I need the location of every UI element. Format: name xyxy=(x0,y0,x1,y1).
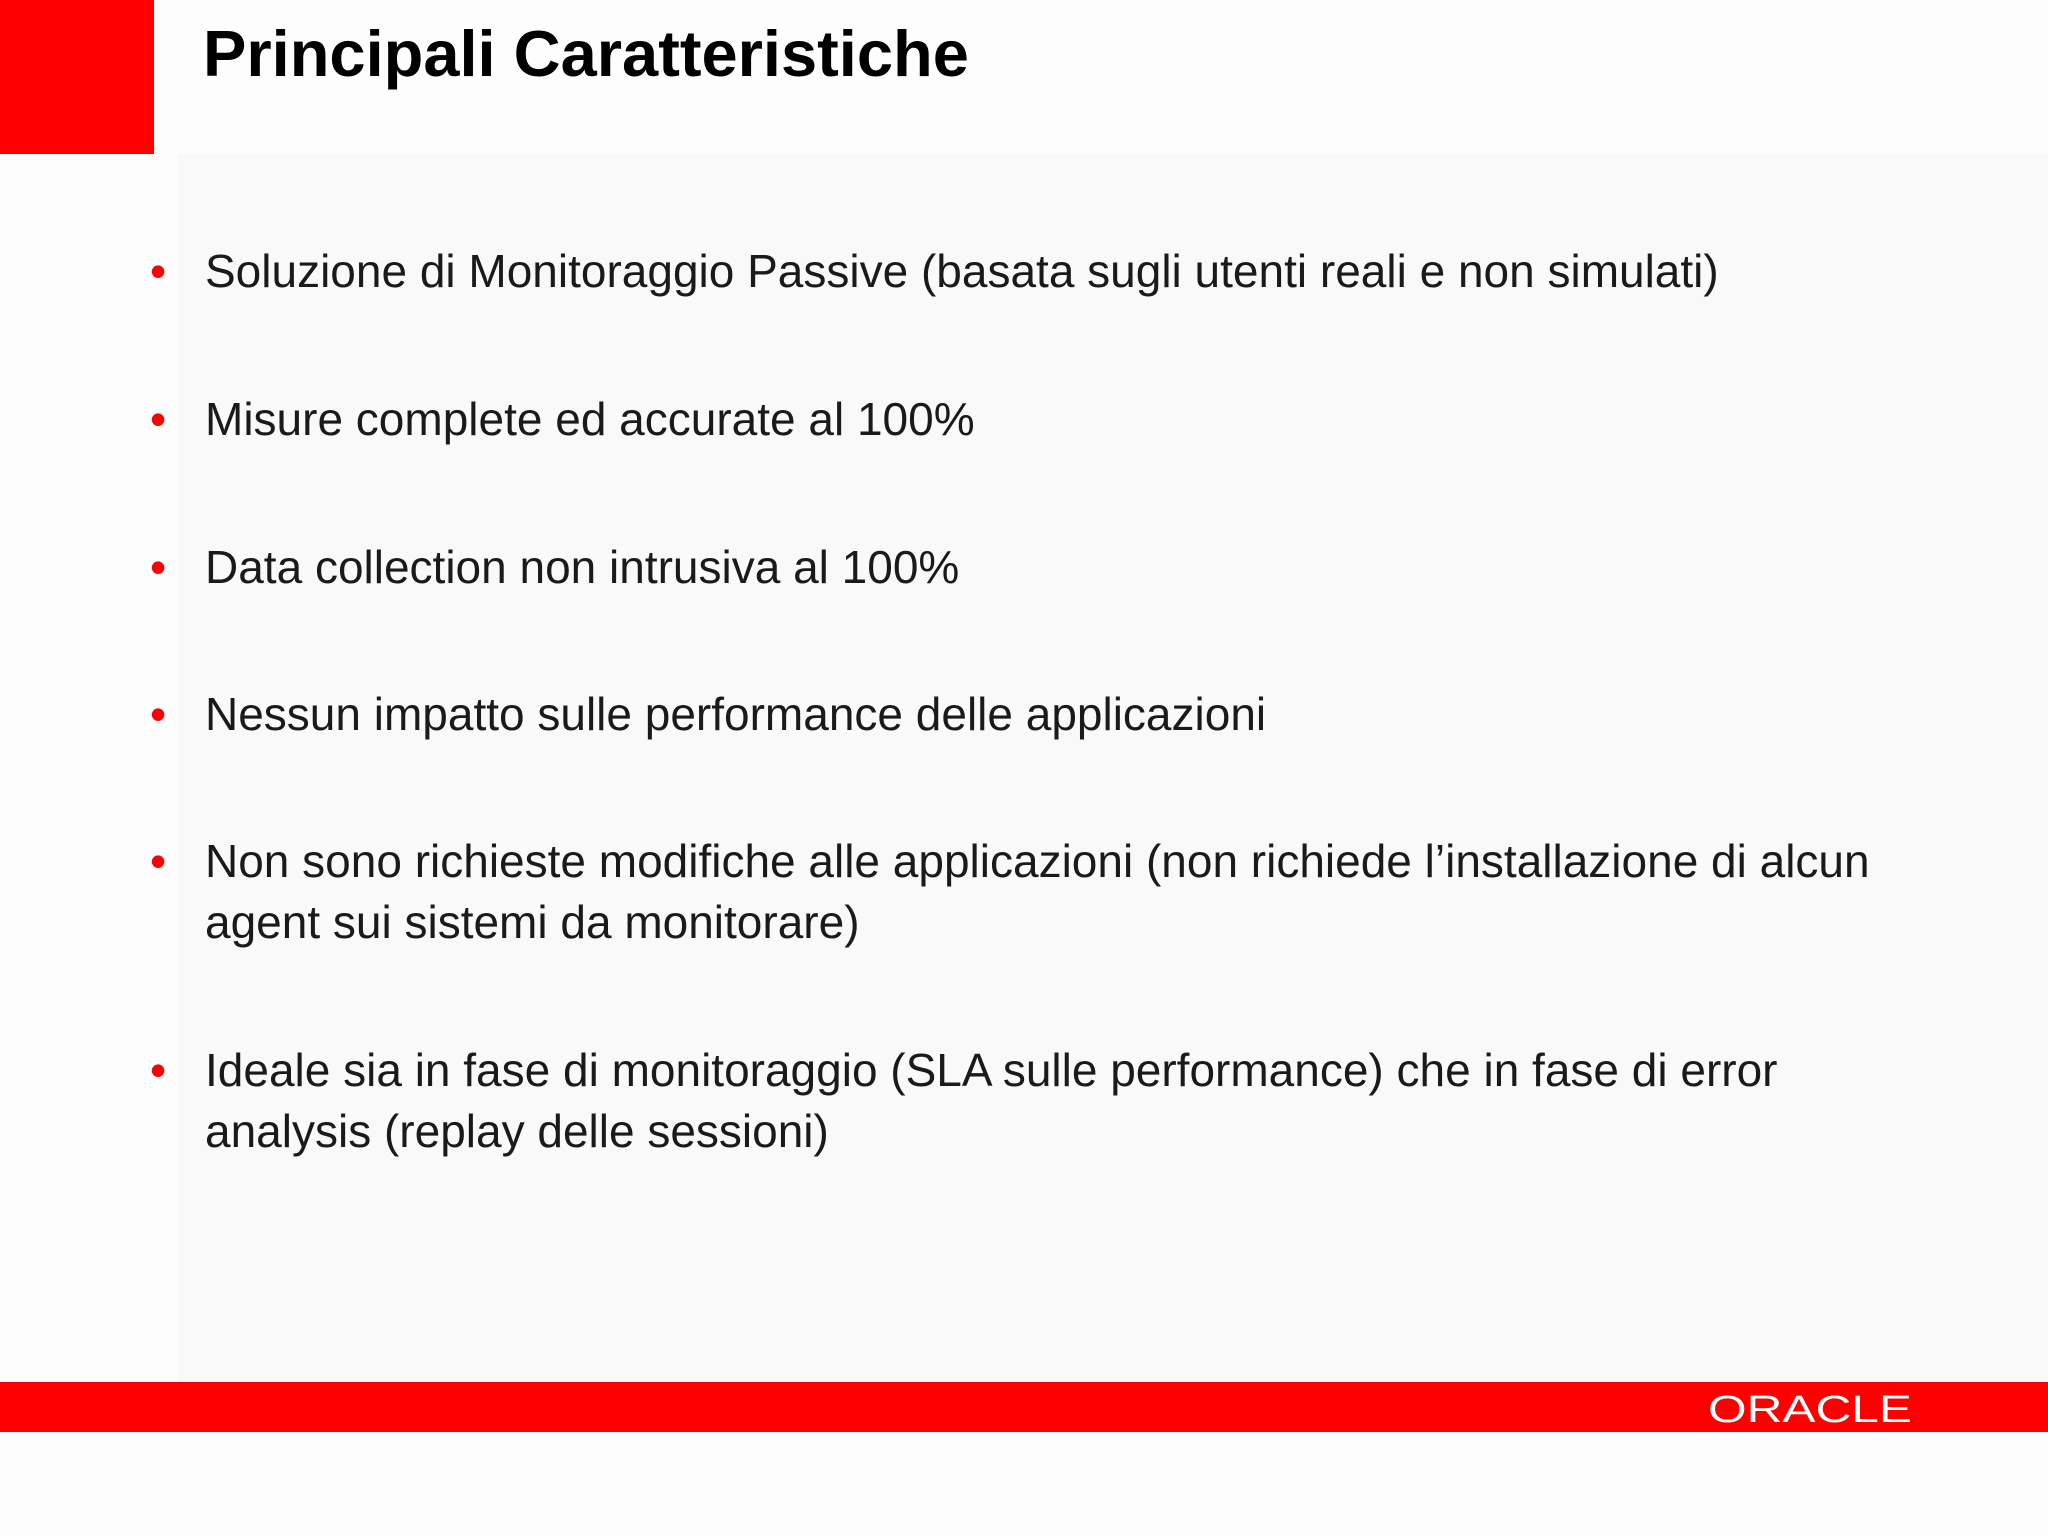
bullet-marker: • xyxy=(150,393,167,445)
oracle-logo xyxy=(1704,1386,1916,1430)
bullet-text: Nessun impatto sulle performance delle applicazioni xyxy=(205,688,1267,740)
bullet-marker: • xyxy=(150,541,167,593)
bullet-marker: • xyxy=(150,245,167,297)
bullet-text: Data collection non intrusiva al 100% xyxy=(205,541,960,593)
bullet-text: Misure complete ed accurate al 100% xyxy=(205,393,975,445)
bullet-text: Ideale sia in fase di monitoraggio (SLA sulle performance) che in fase di error analysis (replay delle sessioni) xyxy=(205,1044,1778,1157)
bullet-text: Soluzione di Monitoraggio Passive (basata sugli utenti reali e non simulati) xyxy=(205,245,1719,297)
oracle-logo-text: ORACLE xyxy=(1708,1389,1912,1430)
bullet-marker: • xyxy=(150,835,167,887)
bullet-text: Non sono richieste modifiche alle applicazioni (non richiede l’installazione di alcun agent sui sistemi da monitorare) xyxy=(205,835,1870,948)
bullet-marker: • xyxy=(150,1044,167,1096)
slide-title: Principali Caratteristiche xyxy=(203,17,969,90)
bullet-marker: • xyxy=(150,688,167,740)
